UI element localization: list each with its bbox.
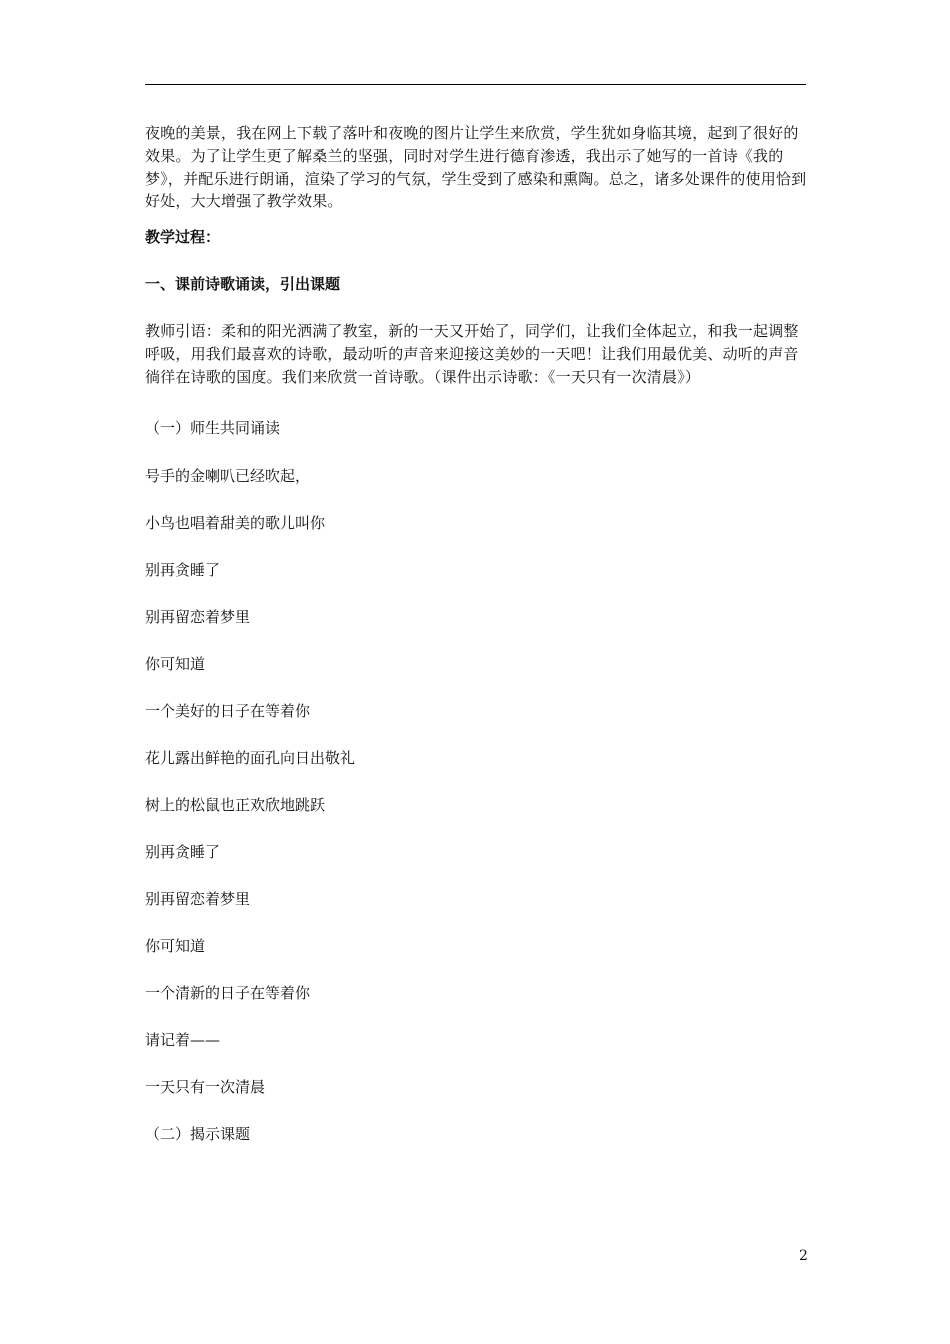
process-heading: 教学过程： (145, 228, 221, 246)
sub-heading-reveal-topic: （二）揭示课题 (145, 1125, 251, 1143)
poem-line: 一个清新的日子在等着你 (145, 984, 311, 1002)
poem-line: 小鸟也唱着甜美的歌儿叫你 (145, 514, 326, 532)
intro-paragraph: 夜晚的美景，我在网上下载了落叶和夜晚的图片让学生来欣赏，学生犹如身临其境，起到了很好的效果。为了让学生更了解桑兰的坚强，同时对学生进行德育渗透，我出示了她写的一首诗《我的梦》，并配乐进行朗诵，渲染了学习的气氛，学生受到了感染和熏陶。总之，诸多处课件的使用恰到好处，大大增强了教学效果。 (145, 124, 807, 211)
section-heading: 一、课前诗歌诵读，引出课题 (145, 275, 341, 293)
poem-line: 别再贪睡了 (145, 843, 221, 861)
poem-line: 别再留恋着梦里 (145, 890, 251, 908)
sub-heading-recitation: （一）师生共同诵读 (145, 419, 281, 437)
poem-line: 请记着—— (145, 1031, 221, 1049)
poem-line: 你可知道 (145, 937, 206, 955)
poem-line: 别再贪睡了 (145, 561, 221, 579)
poem-line: 树上的松鼠也正欢欣地跳跃 (145, 796, 326, 814)
poem-line: 一个美好的日子在等着你 (145, 702, 311, 720)
poem-line: 花儿露出鲜艳的面孔向日出敬礼 (145, 749, 356, 767)
poem-line: 你可知道 (145, 655, 206, 673)
poem-line: 别再留恋着梦里 (145, 608, 251, 626)
header-rule (145, 84, 806, 85)
poem-line: 一天只有一次清晨 (145, 1078, 266, 1096)
teacher-intro-paragraph: 教师引语：柔和的阳光洒满了教室，新的一天又开始了，同学们，让我们全体起立，和我一起调整呼吸，用我们最喜欢的诗歌，最动听的声音来迎接这美妙的一天吧！让我们用最优美、动听的声音徜徉在诗歌的国度。我们来欣赏一首诗歌。（课件出示诗歌：《一天只有一次清晨》） (145, 322, 799, 386)
page-number: 2 (799, 1248, 808, 1264)
poem-line: 号手的金喇叭已经吹起， (145, 467, 311, 485)
